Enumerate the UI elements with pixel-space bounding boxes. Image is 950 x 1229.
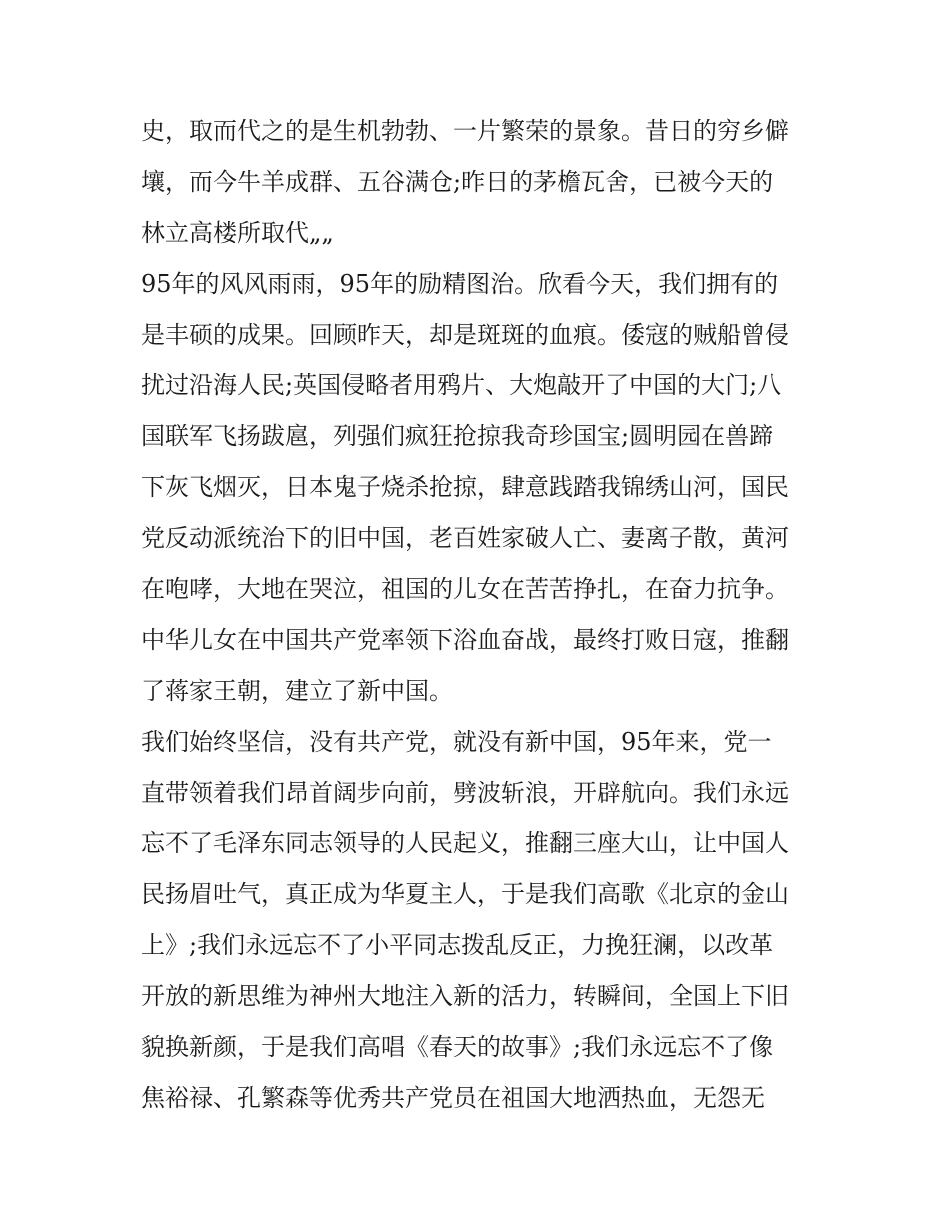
text-line: 开放的新思维为神州大地注入新的活力，转瞬间，全国上下旧 xyxy=(141,982,789,1011)
text-line: 焦裕禄、孔繁森等优秀共产党员在祖国大地洒热血，无怨无 xyxy=(141,1083,765,1112)
text-line: 直带领着我们昂首阔步向前，劈波斩浪，开辟航向。我们永远 xyxy=(141,778,789,807)
body-text xyxy=(141,106,821,1124)
text-line: 民扬眉吐气，真正成为华夏主人，于是我们高歌《北京的金山 xyxy=(141,880,789,909)
text-line: 在咆哮，大地在哭泣，祖国的儿女在苦苦挣扎，在奋力抗争。 xyxy=(141,575,789,604)
text-line: 党反动派统治下的旧中国，老百姓家破人亡、妻离子散，黄河 xyxy=(141,524,789,553)
text-line: 国联军飞扬跋扈，列强们疯狂抢掠我奇珍国宝;圆明园在兽蹄 xyxy=(141,422,774,451)
text-line: 了蒋家王朝，建立了新中国。 xyxy=(141,676,453,705)
text-line: 我们始终坚信，没有共产党，就没有新中国，95年来，党一 xyxy=(141,727,772,756)
text-line: 壤，而今牛羊成群、五谷满仓;昨日的茅檐瓦舍，已被今天的 xyxy=(141,167,774,196)
text-line: 上》;我们永远忘不了小平同志拨乱反正，力挽狂澜，以改革 xyxy=(141,931,774,960)
text-line: 史，取而代之的是生机勃勃、一片繁荣的景象。昔日的穷乡僻 xyxy=(141,117,789,145)
text-line: 林立高楼所取代„„ xyxy=(141,218,334,247)
text-line: 扰过沿海人民;英国侵略者用鸦片、大炮敲开了中国的大门;八 xyxy=(141,371,782,400)
text-line: 下灰飞烟灭，日本鬼子烧杀抢掠，肆意践踏我锦绣山河，国民 xyxy=(141,473,789,502)
text-line: 中华儿女在中国共产党率领下浴血奋战，最终打败日寇，推翻 xyxy=(141,625,789,654)
text-line: 是丰硕的成果。回顾昨天，却是斑斑的血痕。倭寇的贼船曾侵 xyxy=(141,320,789,349)
text-line: 95年的风风雨雨，95年的励精图治。欣看今天，我们拥有的 xyxy=(141,269,779,298)
text-line: 忘不了毛泽东同志领导的人民起义，推翻三座大山，让中国人 xyxy=(141,829,789,858)
text-line: 貌换新颜，于是我们高唱《春天的故事》;我们永远忘不了像 xyxy=(141,1033,774,1062)
